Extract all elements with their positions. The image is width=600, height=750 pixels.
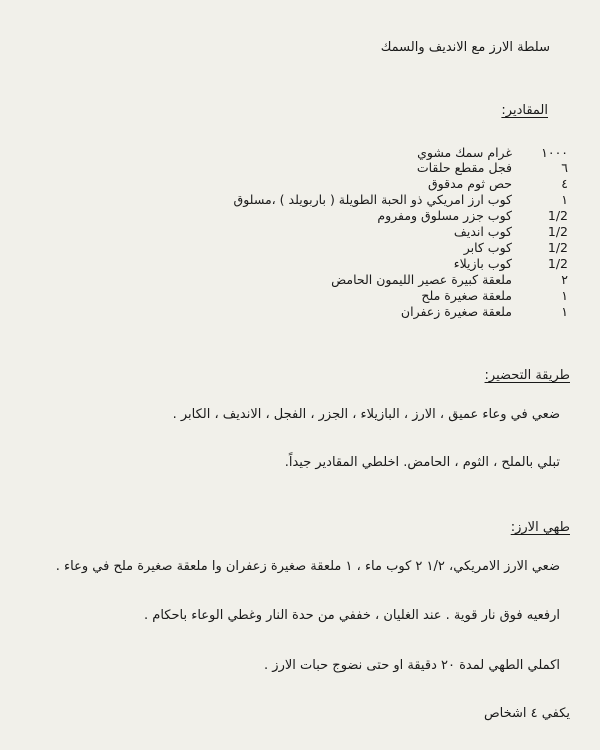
cooking-heading: طهي الارز: [510,520,570,535]
ingredient-item [0,208,600,223]
ingredient-item [0,145,600,160]
ingredient-item [0,224,600,239]
preparation-step: تبلي بالملح ، الثوم ، الحامض. اخلطي المقادير جيداً. [284,455,560,470]
ingredient-text: ملعقة صغيرة ملح [421,288,512,303]
ingredient-qty: ٦ [561,160,568,175]
preparation-heading: طريقة التحضير: [484,368,570,383]
ingredient-qty: ٤ [561,176,568,191]
ingredient-item [0,288,600,303]
ingredient-text: كوب كابر [463,240,512,255]
ingredients-heading: المقادير: [501,103,548,118]
ingredient-text: ملعقة كبيرة عصير الليمون الحامض [331,272,512,287]
ingredient-text: كوب ارز امريكي ذو الحبة الطويلة ( باربويلد ) ،مسلوق [233,192,512,207]
ingredient-text: ملعقة صغيرة زعفران [400,304,512,319]
ingredient-qty: ٢ [561,272,568,287]
ingredient-text: فجل مقطع حلقات [416,160,512,175]
ingredient-item [0,240,600,255]
ingredient-text: حص ثوم مدقوق [427,176,512,191]
ingredient-text: كوب بازيلاء [453,256,512,271]
ingredient-item [0,304,600,319]
ingredient-qty: 1/2 [547,208,568,223]
ingredient-item [0,176,600,191]
ingredient-qty: ١٠٠٠ [541,145,568,160]
cooking-step: اكملي الطهي لمدة ٢٠ دقيقة او حتى نضوج حبات الارز . [264,658,560,673]
serves-note: يكفي ٤ اشخاص [483,706,570,721]
ingredient-item [0,256,600,271]
ingredient-item [0,192,600,207]
preparation-step: ضعي في وعاء عميق ، الارز ، البازيلاء ، الجزر ، الفجل ، الانديف ، الكابر . [172,407,560,422]
ingredient-qty: ١ [561,192,568,207]
ingredient-qty: ١ [561,304,568,319]
ingredient-text: كوب جزر مسلوق ومفروم [377,208,512,223]
ingredient-qty: 1/2 [547,256,568,271]
recipe-title: سلطة الارز مع الانديف والسمك [380,40,550,55]
ingredient-qty: 1/2 [547,224,568,239]
cooking-step: ضعي الارز الامريكي، ١/٢ ٢ كوب ماء ، ١ ملعقة صغيرة زعفران وا ملعقة صغيرة ملح في وعاء . [55,559,560,574]
ingredient-item [0,160,600,175]
ingredient-text: غرام سمك مشوي [417,145,512,160]
ingredient-item [0,272,600,287]
ingredient-qty: 1/2 [547,240,568,255]
cooking-step: ارفعيه فوق نار قوية . عند الغليان ، خففي من حدة النار وغطي الوعاء باحكام . [144,608,560,623]
ingredient-text: كوب انديف [453,224,512,239]
ingredient-qty: ١ [561,288,568,303]
